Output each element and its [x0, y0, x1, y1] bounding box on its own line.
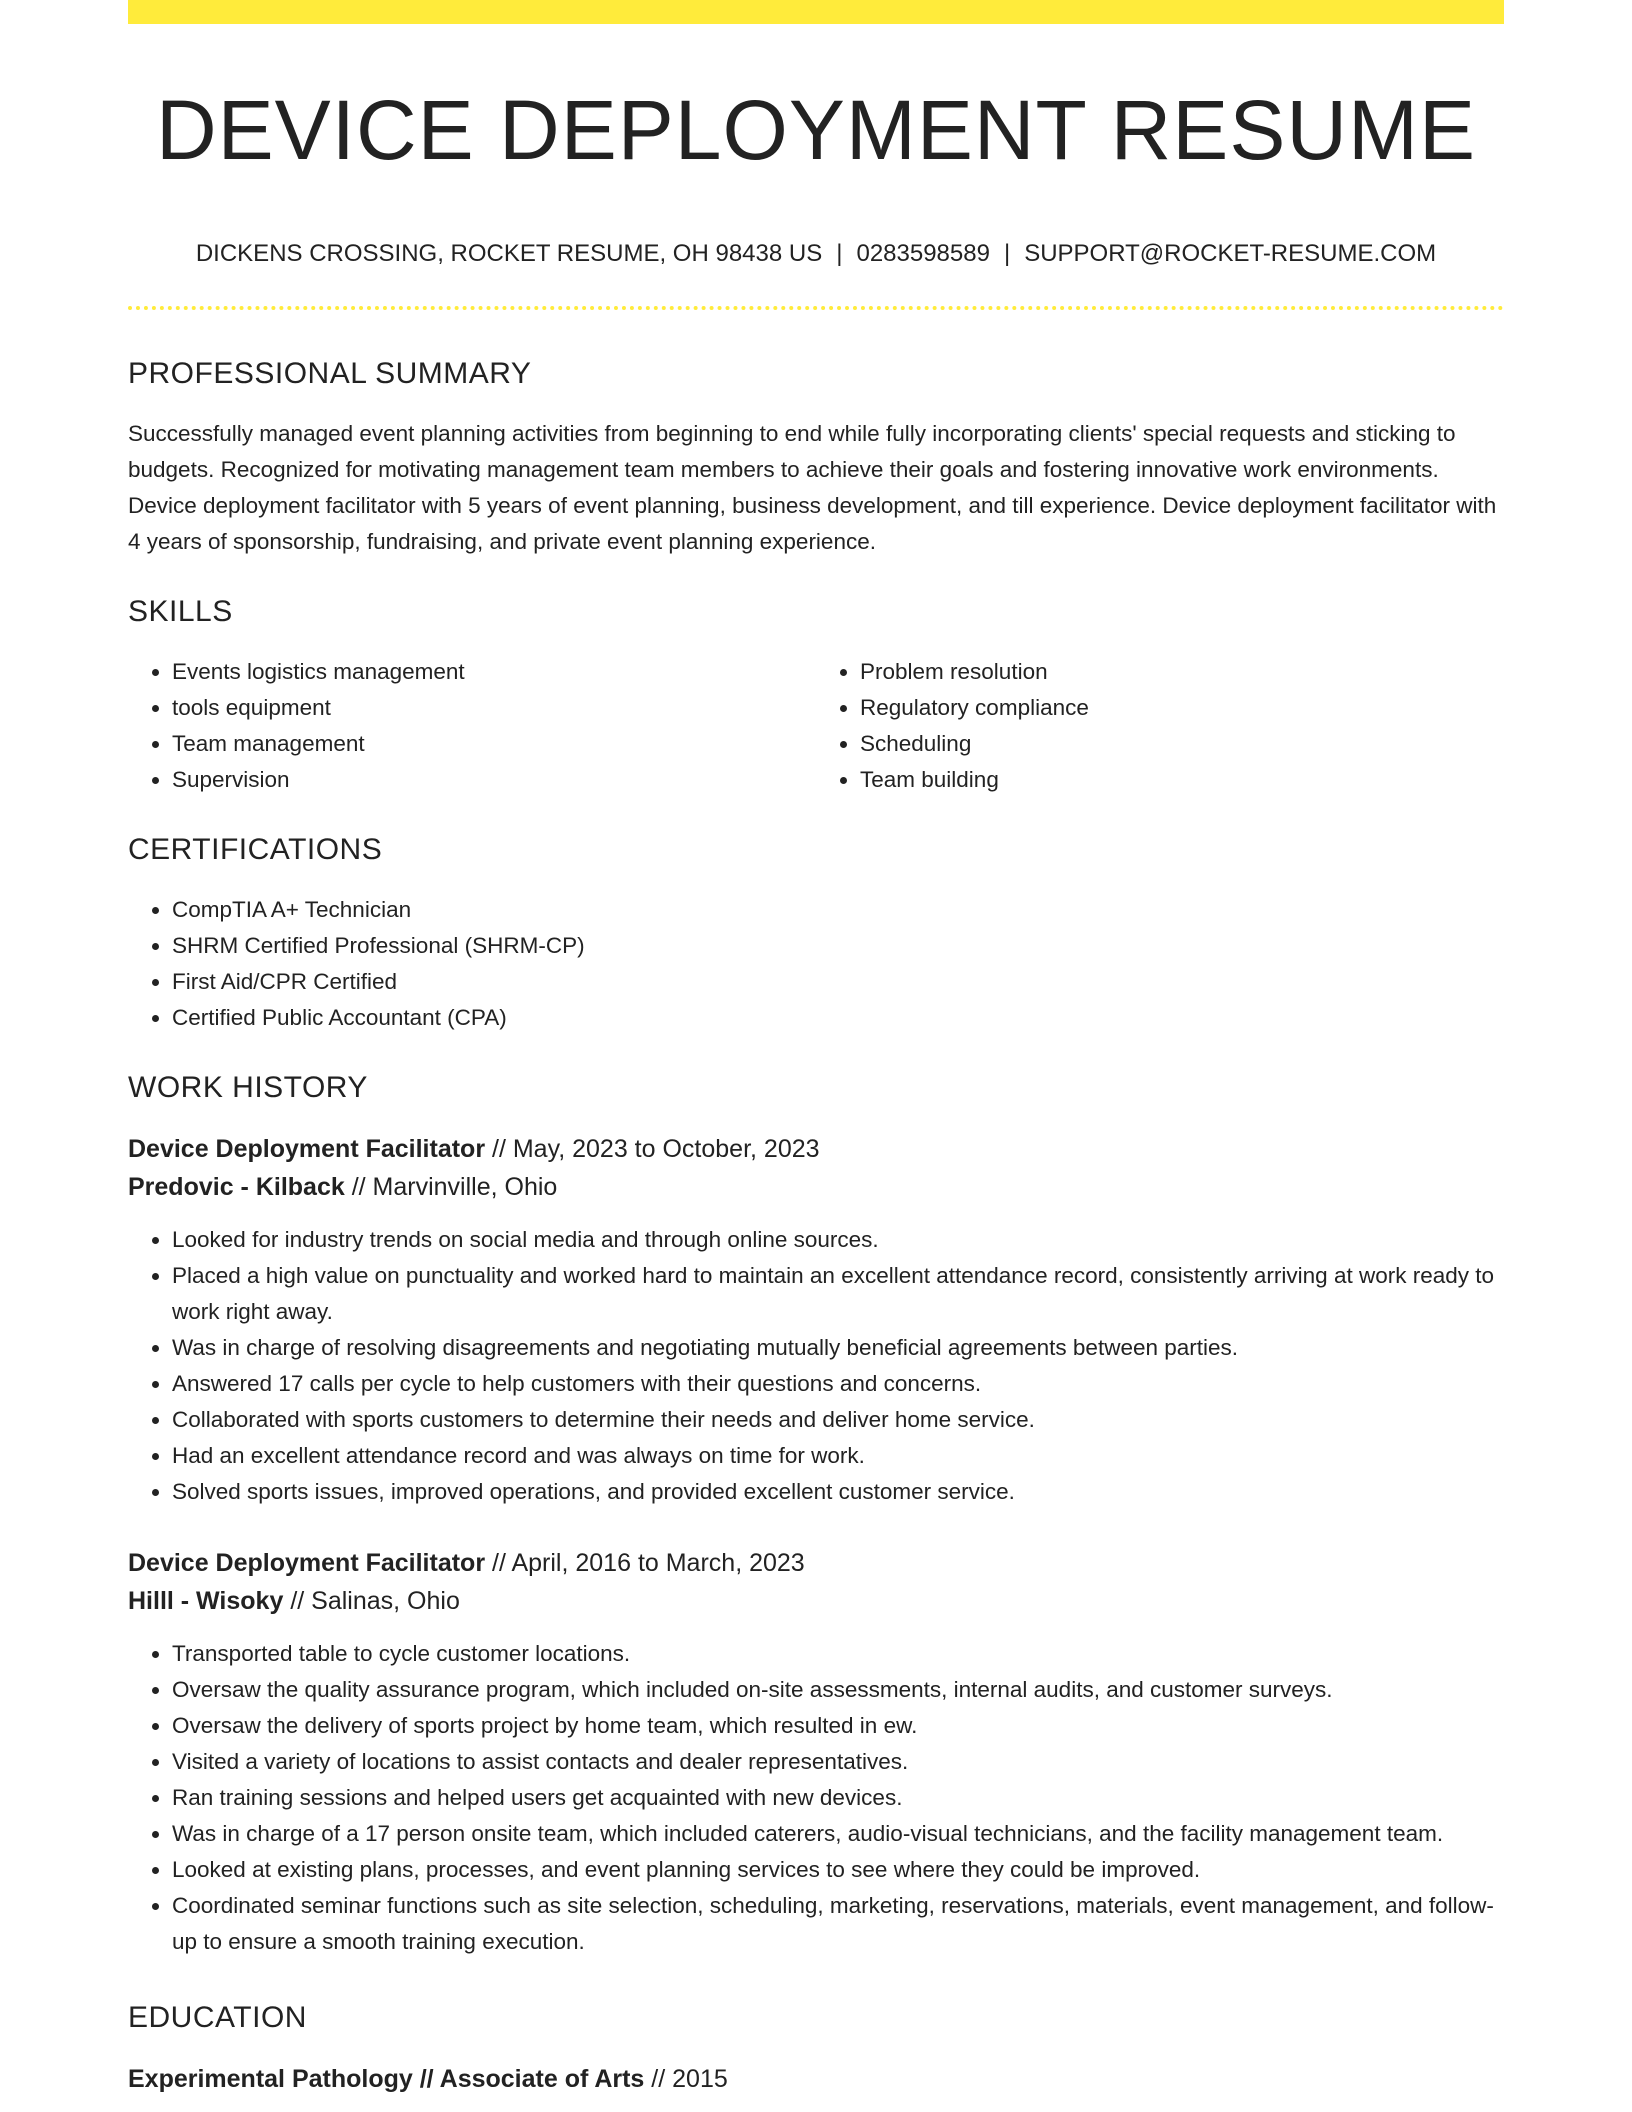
skill-item: • Regulatory compliance [860, 690, 1504, 726]
contact-email: SUPPORT@ROCKET-RESUME.COM [1024, 240, 1437, 267]
education-entry [128, 2060, 1504, 2098]
education-section [128, 1994, 1504, 2098]
job-dates: // May, 2023 to October, 2023 [492, 1135, 820, 1163]
job-bullet: • Transported table to cycle customer locations. [172, 1636, 1504, 1672]
job-entry [128, 1544, 1504, 1960]
contact-separator: | [836, 240, 843, 267]
skills-heading: SKILLS [128, 595, 233, 628]
skills-columns [128, 654, 1504, 798]
job-location: // Salinas, Ohio [290, 1587, 460, 1615]
job-bullet: • Solved sports issues, improved operations, and provided excellent customer service. [172, 1474, 1504, 1510]
education-heading: EDUCATION [128, 2001, 307, 2034]
job-company-line [128, 1582, 1504, 1620]
job-bullet: • Collaborated with sports customers to determine their needs and deliver home service. [172, 1402, 1504, 1438]
contact-address: DICKENS CROSSING, ROCKET RESUME, OH 98438 US [195, 240, 823, 267]
work-history-section [128, 1064, 1504, 1960]
education-year: // 2015 [651, 2065, 728, 2093]
certifications-section [128, 826, 1504, 1036]
certifications-list [128, 892, 1504, 1036]
skill-item: • Events logistics management [172, 654, 816, 690]
certification-item: • First Aid/CPR Certified [172, 964, 1504, 1000]
resume-title: DEVICE DEPLOYMENT RESUME [155, 83, 1477, 177]
job-dates: // April, 2016 to March, 2023 [492, 1549, 805, 1577]
job-bullet: • Was in charge of resolving disagreements and negotiating mutually beneficial agreements between parties. [172, 1330, 1504, 1366]
job-company-line [128, 1168, 1504, 1206]
dotted-divider [128, 306, 1504, 310]
job-title: Device Deployment Facilitator [128, 1549, 486, 1577]
job-bullet: • Was in charge of a 17 person onsite team, which included caterers, audio-visual technicians, and the facility management team. [172, 1816, 1504, 1852]
skill-item: • Problem resolution [860, 654, 1504, 690]
job-title-line [128, 1544, 1504, 1582]
certification-item: • SHRM Certified Professional (SHRM-CP) [172, 928, 1504, 964]
skills-left-list [128, 654, 816, 798]
job-bullet: • Oversaw the quality assurance program, which included on-site assessments, internal audits, and customer surveys. [172, 1672, 1504, 1708]
job-title: Device Deployment Facilitator [128, 1135, 486, 1163]
skill-item: • Scheduling [860, 726, 1504, 762]
top-accent-bar [128, 0, 1504, 24]
job-title-line [128, 1130, 1504, 1168]
job-bullet: • Had an excellent attendance record and was always on time for work. [172, 1438, 1504, 1474]
job-bullet: • Coordinated seminar functions such as site selection, scheduling, marketing, reservations, materials, event management, and follow-up to ensure a smooth training execution. [172, 1888, 1504, 1960]
contact-separator: | [1003, 240, 1011, 267]
contact-line [128, 236, 1504, 272]
job-bullets [128, 1636, 1504, 1960]
job-bullet: • Placed a high value on punctuality and worked hard to maintain an excellent attendance record, consistently arriving at work ready to work right away. [172, 1258, 1504, 1330]
job-company: Predovic - Kilback [128, 1173, 345, 1201]
skill-item: • tools equipment [172, 690, 816, 726]
work-history-heading: WORK HISTORY [128, 1071, 368, 1104]
certification-item: • Certified Public Accountant (CPA) [172, 1000, 1504, 1036]
job-entry [128, 1130, 1504, 1510]
job-bullets [128, 1222, 1504, 1510]
certifications-heading: CERTIFICATIONS [128, 833, 383, 866]
certification-item: • CompTIA A+ Technician [172, 892, 1504, 928]
skill-item: • Supervision [172, 762, 816, 798]
job-company: Hilll - Wisoky [128, 1587, 284, 1615]
skills-section [128, 588, 1504, 798]
job-bullet: • Answered 17 calls per cycle to help customers with their questions and concerns. [172, 1366, 1504, 1402]
resume-body [128, 350, 1504, 2098]
summary-section [128, 350, 1504, 560]
skills-right-list [816, 654, 1504, 798]
contact-phone: 0283598589 [856, 240, 990, 267]
skill-item: • Team management [172, 726, 816, 762]
job-bullet: • Ran training sessions and helped users get acquainted with new devices. [172, 1780, 1504, 1816]
education-degree: Experimental Pathology // Associate of Arts [128, 2065, 645, 2093]
skill-item: • Team building [860, 762, 1504, 798]
job-bullet: • Visited a variety of locations to assist contacts and dealer representatives. [172, 1744, 1504, 1780]
job-bullet: • Looked for industry trends on social media and through online sources. [172, 1222, 1504, 1258]
summary-heading: PROFESSIONAL SUMMARY [128, 357, 532, 390]
job-bullet: • Oversaw the delivery of sports project by home team, which resulted in ew. [172, 1708, 1504, 1744]
job-location: // Marvinville, Ohio [351, 1173, 558, 1201]
summary-text: Successfully managed event planning activities from beginning to end while fully incorporating clients' special requests and sticking to budgets. Recognized for motivating management team members to achieve their goals and fostering innovative work environments. Device deployment facilitator with 5 years of event planning, business development, and till experience. Device deployment facilitator with 4 years of sponsorship, fundraising, and private event planning experience. [128, 421, 1497, 554]
job-bullet: • Looked at existing plans, processes, and event planning services to see where they could be improved. [172, 1852, 1504, 1888]
